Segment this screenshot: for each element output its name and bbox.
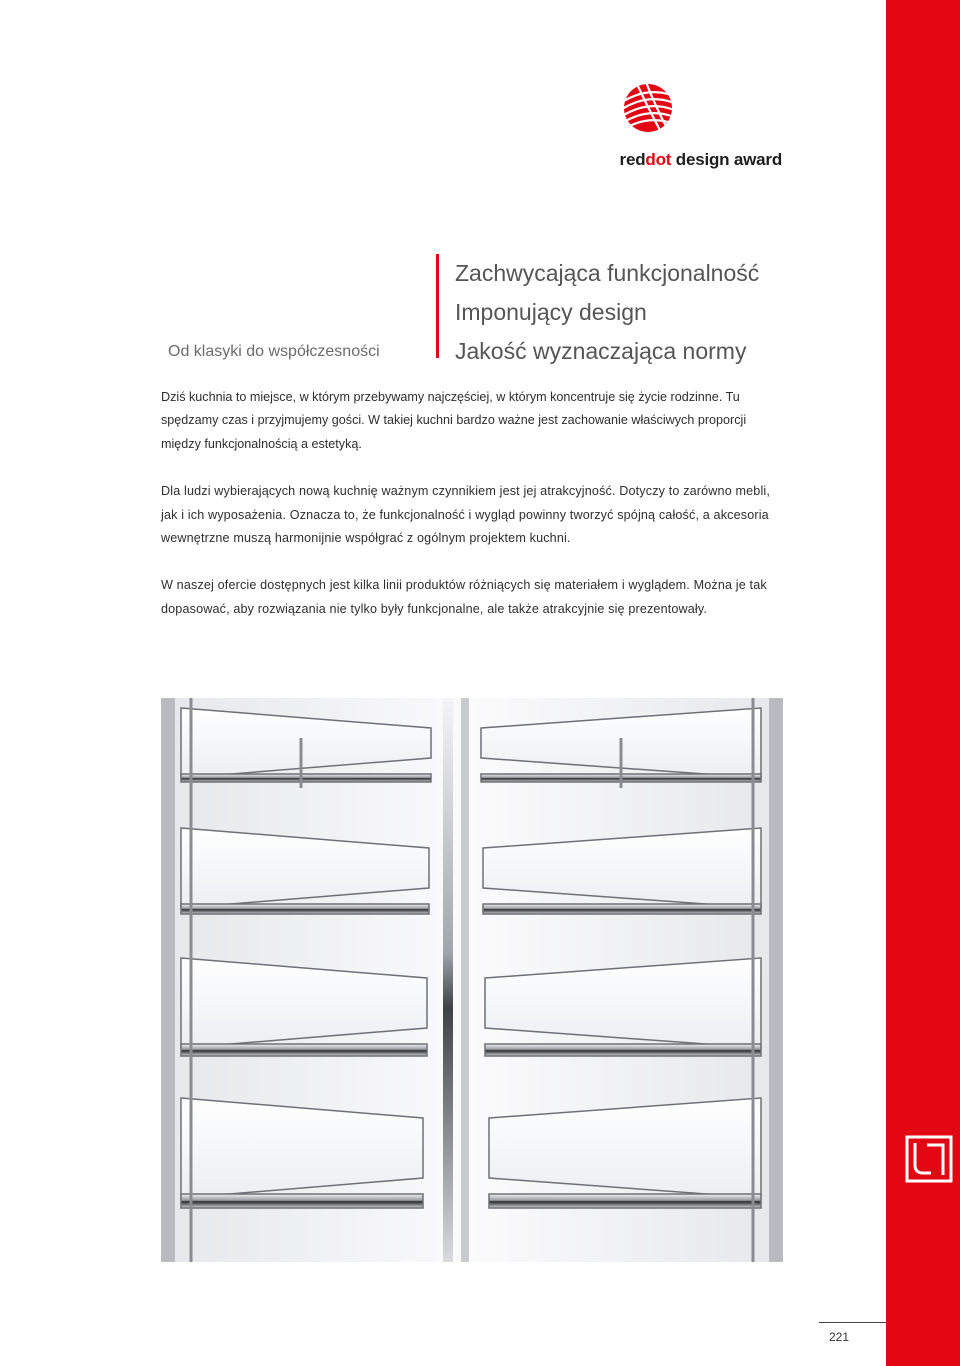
headline-1: Zachwycająca funkcjonalność xyxy=(455,260,760,286)
paragraph-2: Dla ludzi wybierających nową kuchnię ważnym czynnikiem jest jej atrakcyjność. Dotyczy to zarówno mebli, jak i ich wyposażenia. Oznacza to, że funkcjonalność i wygląd powinny tworzyć spójną całość, a akcesoria wewnętrzne muszą harmonijnie współgrać z ogólnym projektem kuchni. xyxy=(161,484,770,546)
award-suffix: design award xyxy=(671,150,782,169)
award-prefix: red xyxy=(619,150,646,169)
paragraph-1: Dziś kuchnia to miejsce, w którym przebywamy najczęściej, w którym koncentruje się życie rodzinne. Tu spędzamy czas i przyjmujemy gości. W takiej kuchni bardzo ważne jest zachowanie właściwych proporcji między funkcjonalnością a estetyką. xyxy=(161,390,747,451)
award-dot: dot xyxy=(645,150,672,169)
headline-3: Jakość wyznaczająca normy xyxy=(455,338,747,364)
page-number-rule xyxy=(819,1322,886,1323)
wire-basket-photo xyxy=(161,698,783,1262)
page-number: 221 xyxy=(829,1330,850,1344)
headline-group xyxy=(455,254,759,371)
tagline: Od klasyki do współczesności xyxy=(168,343,380,360)
reddot-design-award-wordmark xyxy=(620,150,782,170)
headline-divider xyxy=(436,254,439,358)
headline-2: Imponujący design xyxy=(455,299,647,325)
paragraph-3: W naszej ofercie dostępnych jest kilka linii produktów różniących się materiałem i wyglądem. Można je tak dopasować, aby rozwiązania nie tylko były funkcjonalne, ale także atrakcyjnie się prezentowały. xyxy=(161,578,767,616)
reddot-logo-icon xyxy=(622,82,674,134)
brand-mark-icon xyxy=(905,1135,953,1187)
body-text xyxy=(161,386,783,645)
